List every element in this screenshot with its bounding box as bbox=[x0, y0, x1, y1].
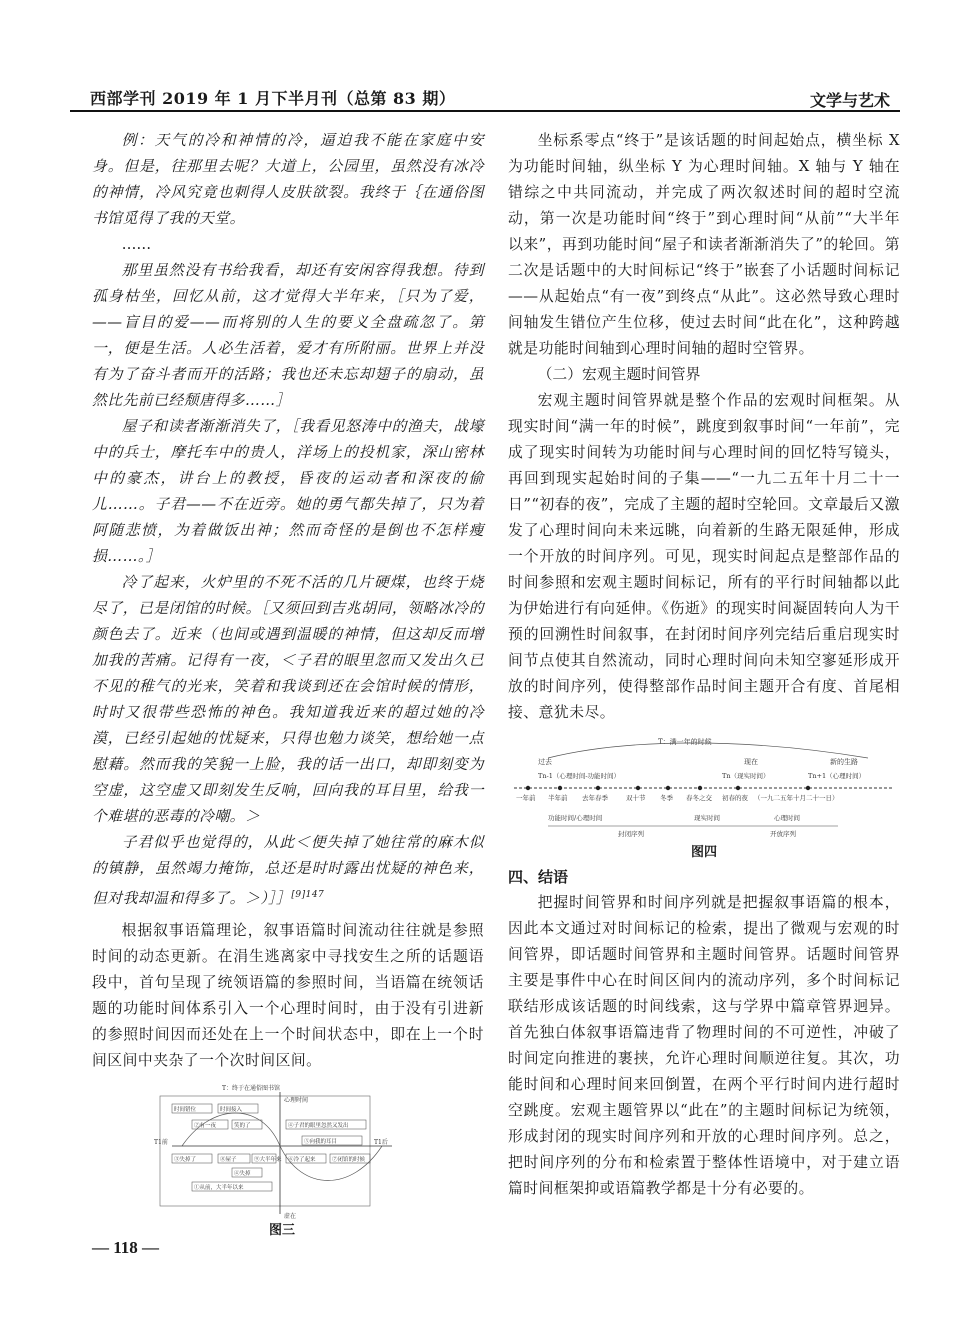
fig4-node-2: Tn+1（心理时间） bbox=[808, 772, 866, 780]
fig4-bottom-2: 心理时间 bbox=[774, 814, 800, 822]
fig4-tick-1: 半年前 bbox=[548, 794, 568, 802]
quote-paragraph-5 bbox=[92, 830, 484, 912]
fig4-tick-7: （一九二五年十月二十一日） bbox=[754, 794, 839, 802]
quote-paragraph-4: 冷了起来，火炉里的不死不活的几片硬煤，也终于烧尽了，已是闭馆的时候。［又须回到吉兆胡同，领略冰冷的颜色去了。近来（也间或遇到温暖的神情，但这却反而增加我的苦痛。记得有一夜，＜子君的眼里忽而又发出久已不见的稚气的光来，笑着和我谈到还在会馆时候的情形，时时又很带些恐怖的神色。我知道我近来的超过她的冷漠，已经引起她的忧疑来，只得也勉力谈笑，想给她一点慰藉。然而我的笑貌一上脸，我的话一出口，却即刻变为空虚，这空虚又即刻发生反响，回向我的耳目里，给我一个难堪的恶毒的冷嘲。＞ bbox=[92, 574, 484, 825]
figure-3-caption: 图三 bbox=[268, 1222, 295, 1238]
fig4-tick-0: 一年前 bbox=[516, 794, 536, 802]
ellipsis-line: …… bbox=[121, 236, 152, 253]
page-number: — 118 — bbox=[92, 1238, 160, 1257]
fig4-tick-3: 双十节 bbox=[626, 794, 646, 802]
quote-block bbox=[92, 128, 484, 912]
fig3-item-3: 笑的了 bbox=[234, 1122, 251, 1129]
fig4-bottom-1: 现实时间 bbox=[694, 814, 720, 822]
fig3-item-5: ⑤向我的耳目 bbox=[304, 1138, 338, 1145]
fig3-x-end: T1后 bbox=[374, 1138, 388, 1146]
figure-4-diagram bbox=[508, 732, 900, 844]
fig3-item-12: ④失掉 bbox=[234, 1170, 251, 1177]
fig4-future: 新的生路 bbox=[830, 758, 858, 766]
fig4-tick-6: 初春的夜 bbox=[722, 794, 748, 802]
fig4-bottom-0: 功能时间/心理时间 bbox=[548, 814, 603, 822]
quote-paragraph-1: 例：天气的冷和神情的冷，逼迫我不能在家庭中安身。但是，往那里去呢？大道上，公园里，虽然没有冰冷的神情，冷风究竟也刺得人皮肤欲裂。我终于｛在通俗图书馆觅得了我的天堂。 bbox=[92, 132, 484, 227]
fig4-tick-2: 去年春季 bbox=[582, 794, 608, 802]
section-title: 文学与艺术 bbox=[809, 91, 890, 110]
fig4-seq-0: 封闭序列 bbox=[618, 830, 644, 838]
figure-3-diagram bbox=[152, 1082, 412, 1222]
quote-5-text: 子君似乎也觉得的，从此＜便失掉了她往常的麻木似的镇静，虽然竭力掩饰，总还是时时露出忧疑的神色来，但对我却温和得多了。＞）］］ bbox=[92, 834, 484, 907]
subsection-heading: （二）宏观主题时间管界 bbox=[537, 366, 701, 383]
fig4-past: 过去 bbox=[538, 758, 552, 766]
fig4-top-label: T：满一年的时候 bbox=[658, 738, 712, 746]
fig3-item-7: ⑥冷了起来 bbox=[288, 1156, 316, 1163]
fig4-tick-4: 冬季 bbox=[660, 794, 673, 802]
header-rule bbox=[70, 110, 900, 112]
quote-paragraph-3: 屋子和读者渐渐消失了，［我看见怒涛中的渔夫，战壕中的兵士，摩托车中的贵人，洋场上的投机家，深山密林中的豪杰，讲台上的教授，昏夜的运动者和深夜的偷儿……。子君——不在近旁。她的勇气都失掉了，只为着阿随悲愤，为着做饭出神；然而奇怪的是倒也不怎样瘦损……。］ bbox=[92, 418, 484, 565]
fig4-seq-1: 开放序列 bbox=[770, 830, 796, 838]
running-header bbox=[70, 80, 900, 112]
fig3-item-1: 时间接入 bbox=[220, 1106, 243, 1113]
journal-title: 西部学刊 2019 年 1 月下半月刊（总第 83 期） bbox=[90, 89, 456, 108]
fig3-item-4: ④子君的眼里忽然又发出 bbox=[288, 1122, 349, 1129]
fig3-y-label: 心理时间 bbox=[284, 1096, 309, 1104]
fig3-x-start: T1前 bbox=[154, 1138, 168, 1146]
fig3-axis-bottom: 虚在 bbox=[284, 1212, 297, 1220]
figure-4 bbox=[508, 732, 900, 862]
figure-4-caption: 图四 bbox=[690, 845, 717, 860]
citation: [9]147 bbox=[291, 890, 325, 900]
fig3-item-11: ①从前，大半年以来 bbox=[194, 1184, 244, 1191]
fig4-tick-5: 春冬之交 bbox=[686, 794, 712, 802]
fig3-item-6: ③失掉了 bbox=[174, 1156, 197, 1163]
left-column bbox=[92, 128, 484, 1240]
fig3-boxes bbox=[172, 1104, 370, 1191]
fig4-node-1: Tn（现实时间） bbox=[722, 772, 770, 780]
fig4-points bbox=[526, 786, 810, 790]
fig3-item-0: 时间错位 bbox=[174, 1106, 197, 1113]
fig3-item-2: ②有一夜 bbox=[194, 1122, 217, 1129]
fig4-present: 现在 bbox=[744, 758, 758, 766]
fig4-node-0: Tn-1（心理时间-功能时间） bbox=[538, 772, 621, 780]
fig3-item-8: ⑦闭馆的时候 bbox=[332, 1156, 366, 1163]
quote-paragraph-2: 那里虽然没有书给我看，却还有安闲容得我想。待到孤身枯坐，回忆从前，这才觉得大半年来，［只为了爱，——盲目的爱——而将别的人生的要义全盘疏忽了。第一，便是生活。人必生活着，爱才有所附丽。世界上并没有为了奋斗者而开的活路；我也还未忘却翅子的扇动，虽然比先前已经颓唐得多……］ bbox=[92, 262, 484, 409]
fig3-top-label: T：终于在通俗图书馆 bbox=[222, 1084, 281, 1092]
body-paragraph-3: 宏观主题时间管界就是整个作品的宏观时间框架。从现实时间“满一年的时候”，跳度到叙事时间“一年前”，完成了现实时间转为功能时间与心理时间的回忆特写镜头，再回到现实起始时间的子集——“一九二五年十月二十一日”“初春的夜”，完成了主题的超时空轮回。文章最后又激发了心理时间向未来远眺，向着新的生路无限延伸，形成一个开放的时间序列。可见，现实时间起点是整部作品的时间参照和宏观主题时间标记，所有的平行时间轴都以此为伊始进行有向延伸。《伤逝》的现实时间凝固转向人为干预的回溯性时间叙事，在封闭时间序列完结后重启现实时间节点使其自然流动，同时心理时间向未知空寥延形成开放的时间序列，使得整部作品时间主题开合有度、首尾相接、意犹未尽。 bbox=[508, 392, 900, 721]
fig3-item-10: ⑨大半年来 bbox=[254, 1156, 282, 1163]
section-heading-conclusion: 四、结语 bbox=[508, 868, 569, 886]
body-paragraph-1: 根据叙事语篇理论，叙事语篇时间流动往往就是参照时间的动态更新。在涓生逃离家中寻找安生之所的话题语段中，首句呈现了统领语篇的参照时间，当语篇在统领话题的功能时间体系引入一个心理时间时，由于没有引进新的参照时间因而还处在上一个时间状态中，即在上一个时间区间中夹杂了一个次时间区间。 bbox=[92, 921, 484, 1069]
body-paragraph-2: 坐标系零点“终于”是该话题的时间起始点，横坐标 X 为功能时间轴，纵坐标 Y 为心理时间轴。X 轴与 Y 轴在错综之中共同流动，并完成了两次叙述时间的超时空流动，第一次是功能时间“终于”到心理时间“从前”“大半年以来”，再到功能时间“屋子和读者渐渐消失了”的轮回。第二次是话题中的大时间标记“终于”嵌套了小话题时间标记——从起始点“有一夜”到终点“从此”。这必然导致心理时间轴发生错位产生位移，使过去时间“此在化”，这种跨越就是功能时间轴到心理时间轴的超时空管界。 bbox=[508, 132, 900, 357]
fig3-item-9: ⑧屋子 bbox=[220, 1156, 237, 1163]
right-column bbox=[508, 128, 900, 1202]
body-paragraph-4: 把握时间管界和时间序列就是把握叙事语篇的根本，因此本文通过对时间标记的检索，提出了微观与宏观的时间管界，即话题时间管界和主题时间管界。话题时间管界主要是事件中心在时间区间内的流动序列，多个时间标记联结形成该话题的时间线索，这与学界中篇章管界迥异。首先独白体叙事语篇违背了物理时间的不可逆性，冲破了时间定向推进的裹挟，允许心理时间顺逆往复。其次，功能时间和心理时间来回倒置，在两个平行时间内进行超时空跳度。宏观主题管界以“此在”的主题时间标记为统领，形成封闭的现实时间序列和开放的心理时间序列。总之，把时间序列的分布和检索置于整体性语境中，对于建立语篇时间框架抑或语篇教学都是十分有必要的。 bbox=[508, 894, 900, 1197]
figure-3 bbox=[152, 1082, 412, 1240]
